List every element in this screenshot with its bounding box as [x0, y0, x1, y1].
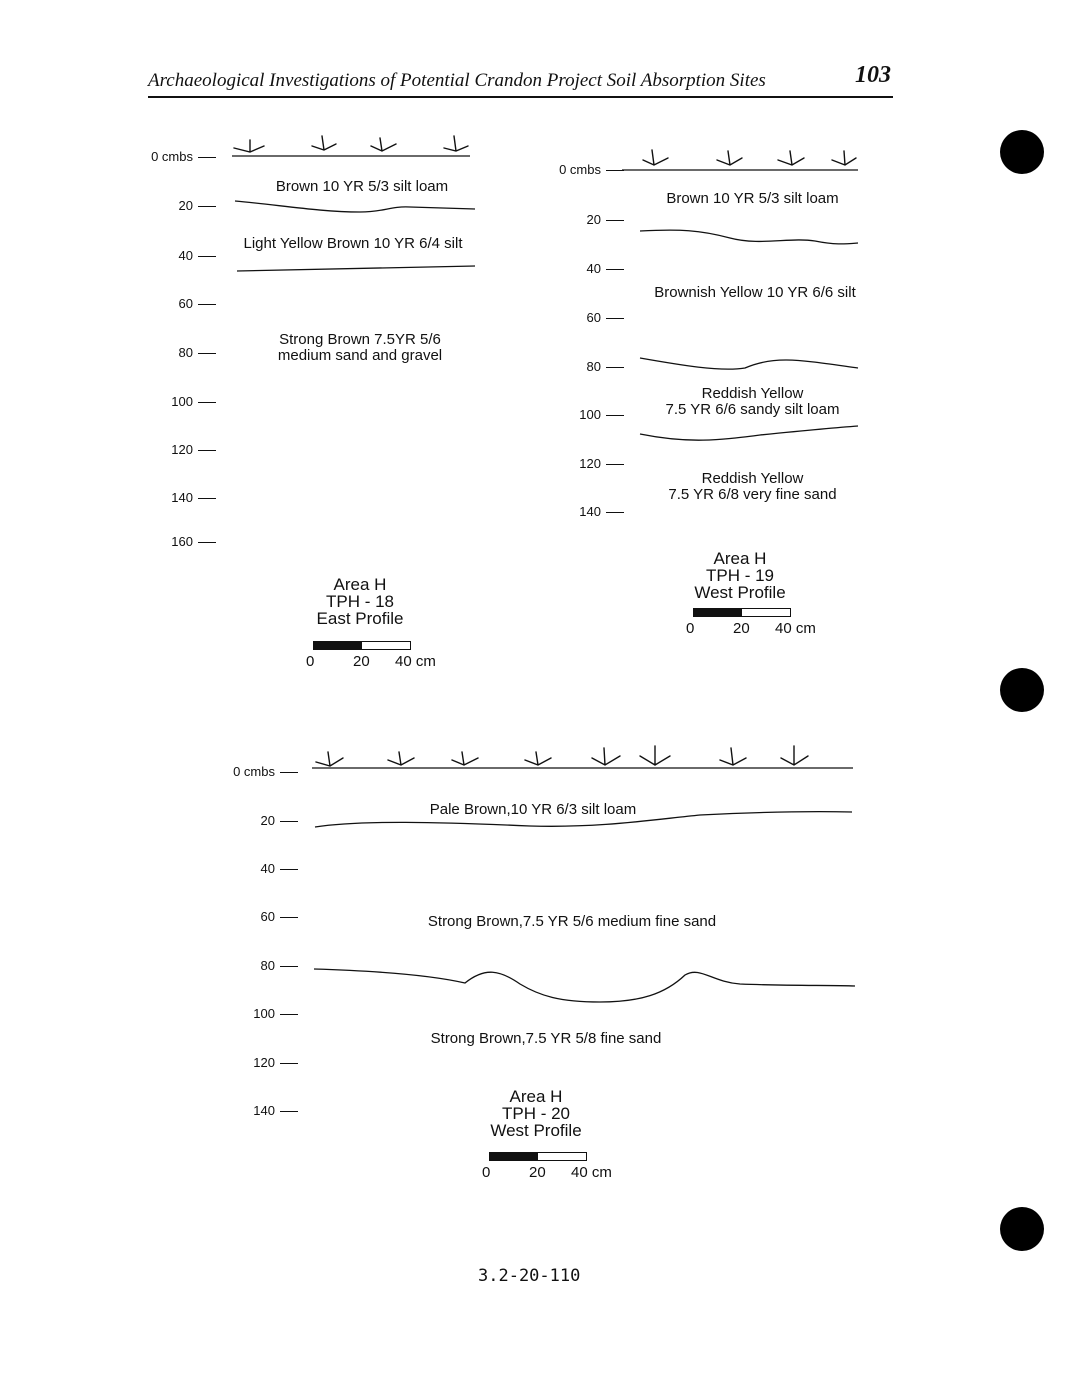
- caption-profile: West Profile: [490, 1121, 582, 1140]
- caption-profile: East Profile: [316, 609, 404, 628]
- depth-tick: 0 cmbs: [233, 764, 298, 779]
- tph20-layer-2: Strong Brown,7.5 YR 5/6 medium fine sand: [427, 913, 717, 930]
- depth-tick: 100: [579, 407, 624, 422]
- depth-tick: 140: [579, 504, 624, 519]
- tph18-layer-2: Light Yellow Brown 10 YR 6/4 silt: [243, 235, 463, 252]
- tph20-layer-3: Strong Brown,7.5 YR 5/8 fine sand: [430, 1030, 662, 1047]
- depth-tick: 40: [587, 261, 624, 276]
- tph19-layer-4: Reddish Yellow 7.5 YR 6/8 very fine sand: [668, 470, 837, 503]
- tph20-caption: [476, 1088, 596, 1139]
- depth-tick: 0 cmbs: [151, 149, 216, 164]
- tph19-layer-2: Brownish Yellow 10 YR 6/6 silt: [654, 284, 856, 301]
- depth-tick: 120: [171, 442, 216, 457]
- depth-tick: 140: [253, 1103, 298, 1118]
- document-number: 3.2-20-110: [478, 1266, 581, 1286]
- depth-tick: 120: [579, 456, 624, 471]
- caption-tph: TPH - 19: [705, 566, 775, 585]
- depth-tick: 80: [587, 359, 624, 374]
- caption-tph: TPH - 20: [501, 1104, 571, 1123]
- header-title: Archaeological Investigations of Potential Crandon Project Soil Absorption Sites: [148, 70, 766, 91]
- depth-tick: 80: [179, 345, 216, 360]
- tph19-layer-3: Reddish Yellow 7.5 YR 6/6 sandy silt loam: [665, 385, 840, 418]
- caption-profile: West Profile: [694, 583, 786, 602]
- depth-tick: 120: [253, 1055, 298, 1070]
- tph18-caption: [300, 576, 420, 627]
- depth-tick: 20: [587, 212, 624, 227]
- depth-tick: 0 cmbs: [559, 162, 624, 177]
- caption-tph: TPH - 18: [325, 592, 395, 611]
- caption-area: Area H: [333, 575, 387, 594]
- tph18-layer-3: Strong Brown 7.5YR 5/6 medium sand and gravel: [277, 331, 443, 364]
- tph18-boundary-1: [235, 201, 475, 212]
- tph19-boundary-2: [640, 358, 858, 369]
- depth-tick: 100: [171, 394, 216, 409]
- caption-area: Area H: [509, 1087, 563, 1106]
- depth-tick: 20: [261, 813, 298, 828]
- depth-tick: 100: [253, 1006, 298, 1021]
- tph19-grass: [643, 150, 856, 165]
- tph20-grass: [316, 746, 808, 766]
- depth-tick: 80: [261, 958, 298, 973]
- depth-tick: 160: [171, 534, 216, 549]
- page-number: 103: [855, 62, 891, 88]
- depth-tick: 40: [179, 248, 216, 263]
- tph19-layer-1: Brown 10 YR 5/3 silt loam: [666, 190, 839, 207]
- tph20-layer-1: Pale Brown,10 YR 6/3 silt loam: [429, 801, 637, 818]
- tph20-boundary-2: [314, 969, 855, 1002]
- tph19-caption: [680, 550, 800, 601]
- tph19-boundary-3: [640, 426, 858, 440]
- depth-tick: 40: [261, 861, 298, 876]
- depth-tick: 60: [179, 296, 216, 311]
- caption-area: Area H: [713, 549, 767, 568]
- tph19-boundary-1: [640, 230, 858, 244]
- tph18-boundary-2: [237, 266, 475, 271]
- depth-tick: 140: [171, 490, 216, 505]
- tph18-layer-1: Brown 10 YR 5/3 silt loam: [275, 178, 449, 195]
- tph18-grass: [234, 136, 468, 152]
- depth-tick: 20: [179, 198, 216, 213]
- depth-tick: 60: [261, 909, 298, 924]
- depth-tick: 60: [587, 310, 624, 325]
